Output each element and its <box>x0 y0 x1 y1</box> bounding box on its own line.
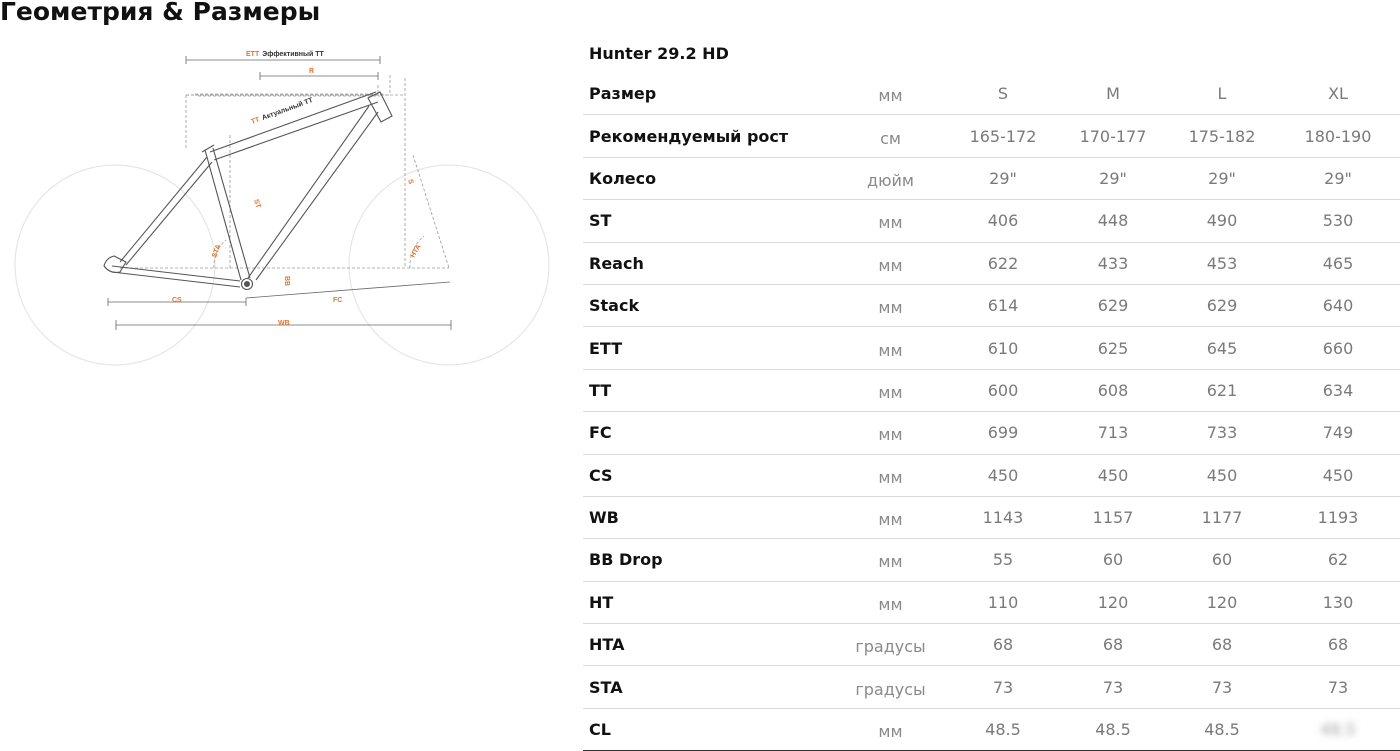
bottom-bracket <box>244 281 250 287</box>
wb-label: WB <box>278 320 290 327</box>
row-unit: дюйм <box>833 157 948 199</box>
row-value: 29" <box>1058 157 1168 199</box>
table-row <box>583 539 1400 581</box>
row-label: CL <box>583 708 833 750</box>
table-row <box>583 412 1400 454</box>
row-value: 48.5 <box>1276 708 1400 750</box>
row-value: 608 <box>1058 369 1168 411</box>
row-value: 453 <box>1168 242 1276 284</box>
row-value: 175-182 <box>1168 115 1276 157</box>
sta-label: STA <box>211 243 223 259</box>
table-row <box>583 708 1400 750</box>
fc-label: FC <box>333 297 343 304</box>
row-value: 660 <box>1276 327 1400 369</box>
row-value: 406 <box>948 200 1058 242</box>
dimension-lines <box>108 56 451 330</box>
size-s: S <box>948 73 1058 115</box>
row-value: 165-172 <box>948 115 1058 157</box>
page-title: Геометрия & Размеры <box>0 0 321 26</box>
row-value: 1143 <box>948 496 1058 538</box>
header-label: Размер <box>583 73 833 115</box>
row-value: 60 <box>1058 539 1168 581</box>
dashed-guides <box>120 75 449 268</box>
row-label: STA <box>583 666 833 708</box>
table-row <box>583 496 1400 538</box>
row-label: BB Drop <box>583 539 833 581</box>
row-value: 55 <box>948 539 1058 581</box>
stack-s-label: S <box>406 178 415 186</box>
row-label: HTA <box>583 624 833 666</box>
model-title: Hunter 29.2 HD <box>589 44 729 63</box>
tt-label: TTАктуальный ТТ <box>250 97 314 126</box>
bike-geometry-diagram <box>0 40 560 380</box>
st-label: ST <box>252 198 262 210</box>
row-value: 621 <box>1168 369 1276 411</box>
row-value: 180-190 <box>1276 115 1400 157</box>
table-row <box>583 242 1400 284</box>
table-row <box>583 454 1400 496</box>
row-value: 530 <box>1276 200 1400 242</box>
row-value: 634 <box>1276 369 1400 411</box>
table-header-row <box>583 73 1400 115</box>
row-unit: мм <box>833 539 948 581</box>
table-row <box>583 369 1400 411</box>
row-label: TT <box>583 369 833 411</box>
row-value: 68 <box>1058 624 1168 666</box>
table-row <box>583 624 1400 666</box>
row-value: 48.5 <box>948 708 1058 750</box>
row-value: 490 <box>1168 200 1276 242</box>
row-value: 614 <box>948 284 1058 326</box>
row-unit: мм <box>833 708 948 750</box>
row-label: ETT <box>583 327 833 369</box>
row-value: 610 <box>948 327 1058 369</box>
row-value: 29" <box>1168 157 1276 199</box>
row-value: 29" <box>1276 157 1400 199</box>
row-value: 60 <box>1168 539 1276 581</box>
row-value: 120 <box>1168 581 1276 623</box>
row-value: 48.5 <box>1168 708 1276 750</box>
row-unit: мм <box>833 200 948 242</box>
row-value: 73 <box>948 666 1058 708</box>
row-value: 110 <box>948 581 1058 623</box>
row-unit: мм <box>833 496 948 538</box>
front-wheel <box>349 165 549 365</box>
table-row <box>583 666 1400 708</box>
table-row <box>583 581 1400 623</box>
size-l: L <box>1168 73 1276 115</box>
table-row <box>583 115 1400 157</box>
row-unit: см <box>833 115 948 157</box>
row-value: 450 <box>1168 454 1276 496</box>
row-value: 640 <box>1276 284 1400 326</box>
row-unit: градусы <box>833 624 948 666</box>
row-value: 645 <box>1168 327 1276 369</box>
row-value: 699 <box>948 412 1058 454</box>
table-row <box>583 157 1400 199</box>
row-label: WB <box>583 496 833 538</box>
geometry-table-body <box>583 73 1400 751</box>
row-value: 68 <box>948 624 1058 666</box>
row-value: 62 <box>1276 539 1400 581</box>
row-value: 713 <box>1058 412 1168 454</box>
row-value: 450 <box>948 454 1058 496</box>
row-value: 68 <box>1276 624 1400 666</box>
row-value: 465 <box>1276 242 1400 284</box>
cs-label: CS <box>172 297 182 304</box>
size-xl: XL <box>1276 73 1400 115</box>
row-value: 73 <box>1058 666 1168 708</box>
row-value: 120 <box>1058 581 1168 623</box>
row-value: 170-177 <box>1058 115 1168 157</box>
row-label: Колесо <box>583 157 833 199</box>
row-value: 450 <box>1058 454 1168 496</box>
reach-r-label: R <box>309 68 315 75</box>
header-unit: мм <box>833 73 948 115</box>
row-label: Reach <box>583 242 833 284</box>
row-value: 629 <box>1058 284 1168 326</box>
ett-label: ETT Эффективный ТТ <box>246 51 324 58</box>
hta-label: HTA <box>409 243 423 259</box>
row-value: 448 <box>1058 200 1168 242</box>
row-label: Рекомендуемый рост <box>583 115 833 157</box>
bb-label: BB <box>283 276 290 287</box>
row-value: 1157 <box>1058 496 1168 538</box>
row-value: 68 <box>1168 624 1276 666</box>
row-unit: мм <box>833 454 948 496</box>
row-value: 600 <box>948 369 1058 411</box>
row-value: 1193 <box>1276 496 1400 538</box>
row-value: 433 <box>1058 242 1168 284</box>
bike-frame-svg <box>0 40 560 380</box>
row-unit: мм <box>833 412 948 454</box>
row-value: 73 <box>1168 666 1276 708</box>
row-value: 625 <box>1058 327 1168 369</box>
size-m: M <box>1058 73 1168 115</box>
row-value: 1177 <box>1168 496 1276 538</box>
row-value: 130 <box>1276 581 1400 623</box>
row-value: 629 <box>1168 284 1276 326</box>
table-row <box>583 284 1400 326</box>
row-unit: мм <box>833 581 948 623</box>
row-value: 48.5 <box>1058 708 1168 750</box>
row-label: FC <box>583 412 833 454</box>
row-value: 733 <box>1168 412 1276 454</box>
geometry-table <box>583 73 1400 751</box>
row-unit: мм <box>833 242 948 284</box>
row-value: 749 <box>1276 412 1400 454</box>
row-unit: мм <box>833 369 948 411</box>
row-unit: градусы <box>833 666 948 708</box>
row-value: 622 <box>948 242 1058 284</box>
row-unit: мм <box>833 284 948 326</box>
row-value: 29" <box>948 157 1058 199</box>
row-label: CS <box>583 454 833 496</box>
row-value: 450 <box>1276 454 1400 496</box>
row-label: HT <box>583 581 833 623</box>
row-label: Stack <box>583 284 833 326</box>
row-unit: мм <box>833 327 948 369</box>
row-label: ST <box>583 200 833 242</box>
table-row <box>583 200 1400 242</box>
row-value: 73 <box>1276 666 1400 708</box>
table-row <box>583 327 1400 369</box>
